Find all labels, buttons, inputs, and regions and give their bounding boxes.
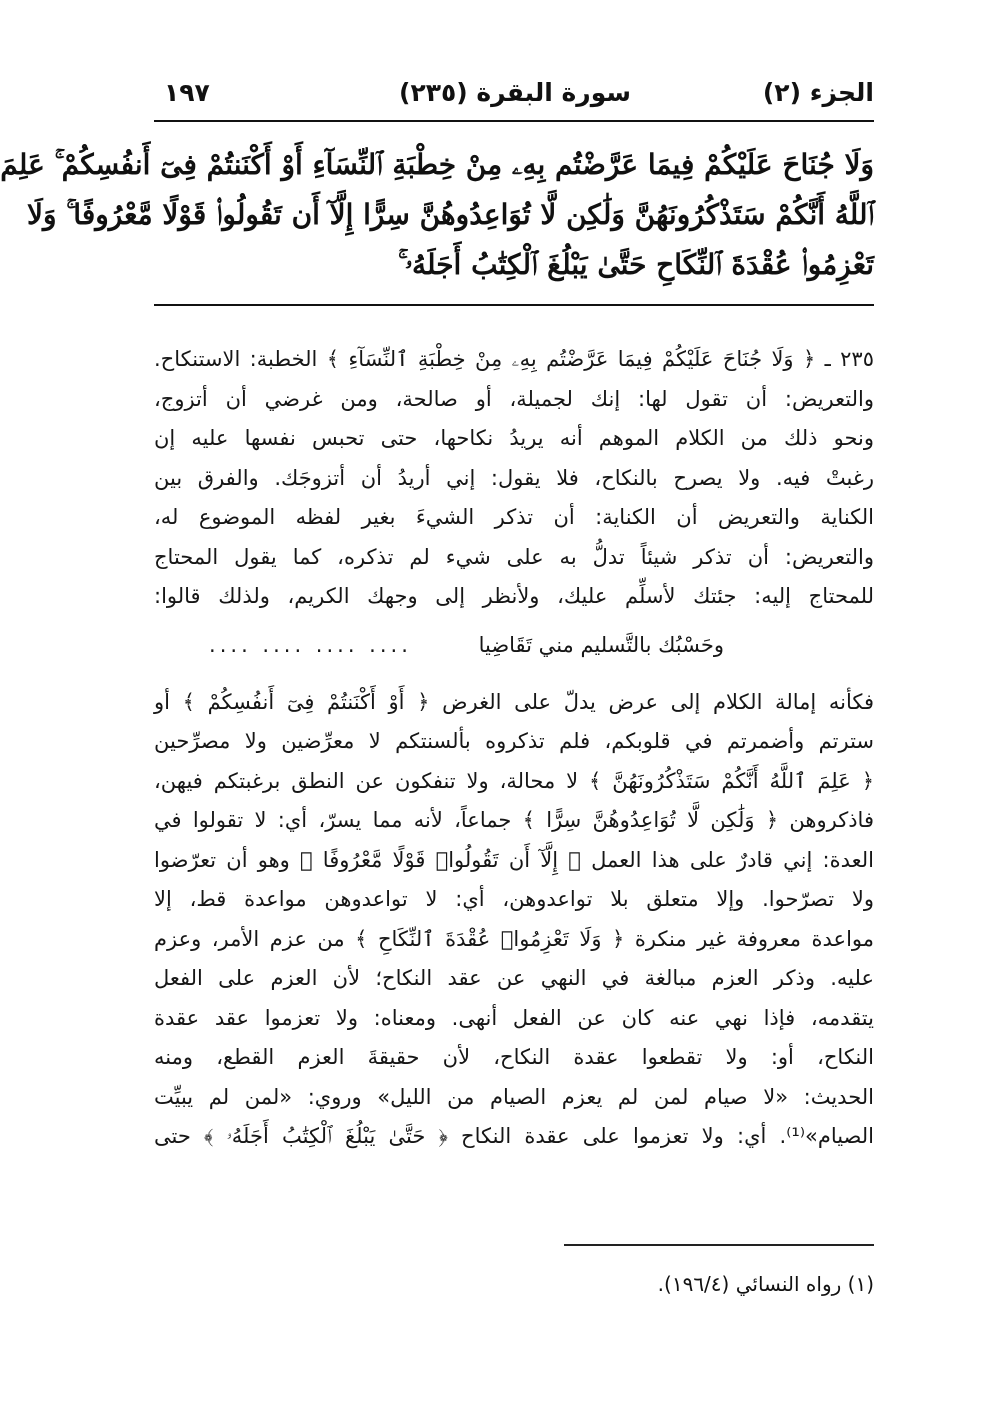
commentary-line: العدة: إني قادرٌ على هذا العمل ﴿ إِلَّآ أَن تَقُولُوا۟ قَوْلًا مَّعْرُوفًا ﴾ وهو أن تعرّضوا (154, 847, 874, 872)
page-number: ١٩٧ (164, 78, 210, 107)
header-divider (154, 120, 874, 122)
commentary-line: الصيام»⁽¹⁾. أي: ولا تعزموا على عقدة النكاح ﴿ حَتَّىٰ يَبْلُغَ ٱلْكِتَٰبُ أَجَلَهُۥ ﴾ حتى (154, 1124, 874, 1148)
commentary-line: للمحتاج إليه: جئتك لأسلِّم عليك، ولأنظر إلى وجهك الكريم، ولذلك قالوا: (154, 584, 874, 608)
footnote: (١) رواه النسائي (١٩٦/٤). (657, 1272, 874, 1296)
commentary-line: الكناية والتعريض أن الكناية: أن تذكر الشيءَ بغير لفظه الموضوع له، (154, 505, 874, 529)
commentary-line: والتعريض: أن تذكر شيئاً تدلُّ به على شيء لم تذكره، كما يقول المحتاج (154, 544, 874, 569)
verse-divider (154, 304, 874, 306)
commentary-line: ﴿ عَلِمَ ٱللَّهُ أَنَّكُمْ سَتَذْكُرُونَهُنَّ ﴾ لا محالة، ولا تنفكون عن النطق برغبتكم فيهن، (154, 768, 874, 793)
commentary-line: مواعدة معروفة غير منكرة ﴿ وَلَا تَعْزِمُوا۟ عُقْدَةَ ٱلنِّكَاحِ ﴾ من عزم الأمر، وعزم (154, 926, 874, 951)
surah-title: سورة البقرة (٢٣٥) (399, 78, 631, 107)
quran-verse (0, 140, 874, 300)
verse-line: تَعْزِمُوا۟ عُقْدَةَ ٱلنِّكَاحِ حَتَّىٰ يَبْلُغَ ٱلْكِتَٰبُ أَجَلَهُۥ ۚ (397, 248, 874, 281)
commentary-line: سترتم وأضمرتم في قلوبكم، فلم تذكروه بألسنتكم لا معرِّضين ولا مصرِّحين (154, 729, 874, 753)
commentary-line: فاذكروهن ﴿ وَلَٰكِن لَّا تُوَاعِدُوهُنَّ سِرًّا ﴾ جماعاً، لأنه مما يسرّ، أي: لا تقولوا في (154, 808, 874, 832)
verse-line: وَلَا جُنَاحَ عَلَيْكُمْ فِيمَا عَرَّضْتُم بِهِۦ مِنْ خِطْبَةِ ٱلنِّسَآءِ أَوْ أَكْنَنتُمْ فِىٓ أَنفُسِكُمْ ۚ عَلِمَ (0, 148, 874, 181)
commentary-line: النكاح، أو: ولا تقطعوا عقدة النكاح، لأن حقيقةَ العزم القطع، ومنه (154, 1045, 874, 1069)
commentary-line: يتقدمه، فإذا نهي عنه كان عن الفعل أنهى. ومعناه: ولا تعزموا عقد عقدة (154, 1005, 874, 1030)
footnote-divider (564, 1244, 874, 1246)
commentary-line: رغبتْ فيه. ولا يصرح بالنكاح، فلا يقول: إني أريدُ أن أتزوجَك. والفرق بين (154, 465, 874, 490)
commentary-line: عليه. وذكر العزم مبالغة في النهي عن عقد النكاح؛ لأن العزم على الفعل (154, 966, 874, 990)
commentary-line: والتعريض: أن تقول لها: إنك لجميلة، أو صالحة، ومن غرضي أن أتزوج، (154, 386, 874, 411)
commentary-line: ولا تصرّحوا. وإلا متعلق بلا تواعدوهن، أي: لا تواعدوهن مواعدة قط، إلا (154, 887, 874, 911)
commentary-line: الحديث: «لا صيام لمن لم يعزم الصيام من الليل» وروي: «لمن لم يبيِّت (154, 1084, 874, 1109)
commentary (154, 340, 874, 1157)
poem-ellipsis: .... .... .... .... (209, 632, 412, 657)
commentary-line: ٢٣٥ ـ ﴿ وَلَا جُنَاحَ عَلَيْكُمْ فِيمَا عَرَّضْتُم بِهِۦ مِنْ خِطْبَةِ ٱلنِّسَآءِ ﴾ الخطبة: الاستنكاح. (154, 347, 874, 371)
poem-text: وحَسْبُك بالتَّسليم مني تَقَاضِيا (478, 632, 724, 657)
poem-verse (154, 617, 874, 673)
commentary-line: ونحو ذلك من الكلام الموهم أنه يريدُ نكاحها، حتى تحبس نفسها عليه إن (154, 426, 874, 450)
juz-label: الجزء (٢) (762, 78, 874, 107)
commentary-line: فكأنه إمالة الكلام إلى عرض يدلّ على الغرض ﴿ أَوْ أَكْنَنتُمْ فِىٓ أَنفُسِكُمْ ﴾ أو (154, 689, 874, 714)
verse-line: ٱللَّهُ أَنَّكُمْ سَتَذْكُرُونَهُنَّ وَلَٰكِن لَّا تُوَاعِدُوهُنَّ سِرًّا إِلَّآ أَن تَقُولُوا۟ قَوْلًا مَّعْرُوفًا ۚ وَلَا (27, 198, 874, 231)
running-header (156, 72, 874, 112)
